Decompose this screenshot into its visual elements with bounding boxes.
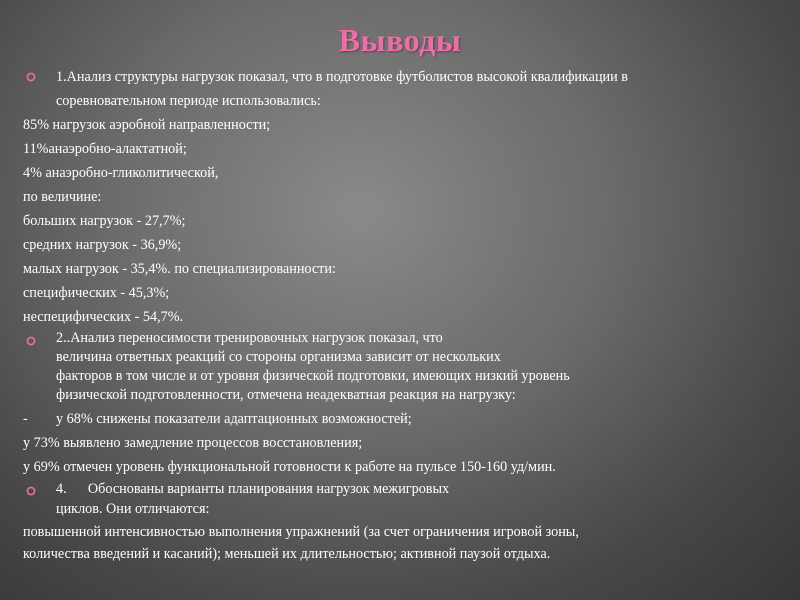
list-item: 11%анаэробно-алактатной; (23, 141, 187, 157)
list-item: малых нагрузок - 35,4%. по специализированности: (23, 261, 336, 277)
section2-line-4: физической подготовленности, отмечена неадекватная реакция на нагрузку: (56, 387, 516, 403)
section4-line-2: циклов. Они отличаются: (56, 501, 210, 517)
list-item: 85% нагрузок аэробной направленности; (23, 117, 271, 133)
slide-content (0, 65, 800, 565)
section1-line-1: 1.Анализ структуры нагрузок показал, что в подготовке футболистов высокой квалификации в (56, 69, 628, 85)
list-item: по величине: (23, 189, 102, 205)
dash-item (0, 407, 800, 431)
list-item: 4% анаэробно-гликолитической, (23, 165, 219, 181)
list-item: у 73% выявлено замедление процессов восстановления; (23, 435, 363, 451)
section2-line-2: величина ответных реакций со стороны организма зависит от нескольких (56, 349, 501, 365)
list-item: неспецифических - 54,7%. (23, 309, 184, 325)
circle-ring-icon (24, 479, 38, 503)
slide-title: Выводы (338, 22, 462, 58)
bullet-item-4 (0, 479, 800, 519)
list-item: повышенной интенсивностью выполнения упражнений (за счет ограничения игровой зоны, (23, 524, 579, 540)
list-2 (0, 431, 800, 479)
section2-line-3: факторов в том числе и от уровня физической подготовки, имеющих низкий уровень (56, 368, 570, 384)
list-3 (0, 521, 800, 565)
list-1 (0, 113, 800, 329)
circle-ring-icon (24, 65, 38, 89)
bullet-item-2 (0, 329, 800, 405)
list-item: количества введений и касаний); меньшей их длительностью; активной паузой отдыха. (23, 546, 551, 562)
dash-item-text: у 68% снижены показатели адаптационных возможностей; (56, 411, 412, 427)
bullet-item-1 (0, 65, 800, 113)
section1-line-2: соревновательном периоде использовались: (56, 93, 321, 109)
section2-line-1: 2..Анализ переносимости тренировочных нагрузок показал, что (56, 330, 443, 346)
dash-marker: - (23, 411, 28, 427)
list-item: у 69% отмечен уровень функциональной готовности к работе на пульсе 150-160 уд/мин. (23, 459, 556, 475)
list-item: специфических - 45,3%; (23, 285, 170, 301)
list-item: средних нагрузок - 36,9%; (23, 237, 182, 253)
list-item: больших нагрузок - 27,7%; (23, 213, 186, 229)
circle-ring-icon (24, 329, 38, 353)
section4-line-1: 4. Обоснованы варианты планирования нагрузок межигровых (56, 481, 450, 497)
